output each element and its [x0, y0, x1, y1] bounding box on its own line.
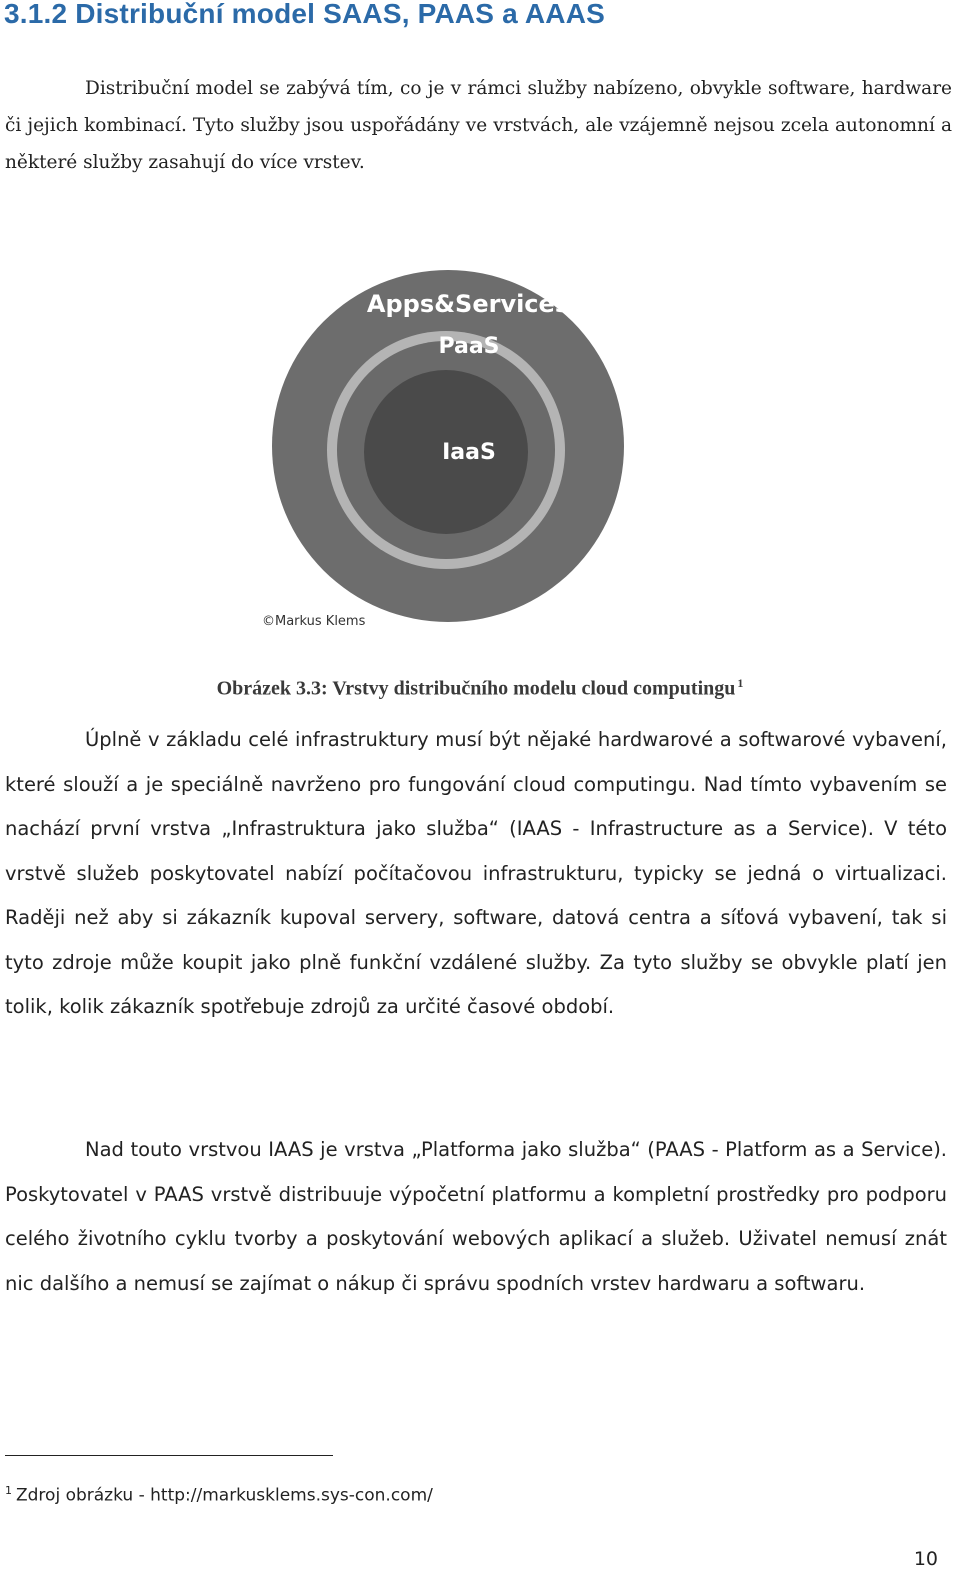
body-paragraph-iaas [5, 718, 947, 1030]
body-paragraph-paas-text: Nad touto vrstvou IAAS je vrstva „Platforma jako služba“ (PAAS - Platform as a Service). Poskytovatel v PAAS vrstvě distribuuje výpočetní platformu a kompletní prostředky pro podporu celého životního cyklu tvorby a poskytování webových aplikací a služeb. Uživatel nemusí znát nic dalšího a nemusí se zajímat o nákup či správu spodních vrstev hardwaru a softwaru. [5, 1138, 947, 1295]
layers-figure [250, 258, 660, 638]
intro-paragraph-text: Distribuční model se zabývá tím, co je v rámci služby nabízeno, obvykle software, hardware či jejich kombinací. Tyto služby jsou uspořádány ve vrstvách, ale vzájemně nejsou zcela autonomní a některé služby zasahují do více vrstev. [5, 78, 952, 173]
body-paragraph-iaas-text: Úplně v základu celé infrastruktury musí být nějaké hardwarové a softwarové vybavení, které slouží a je speciálně navrženo pro fungování cloud computingu. Nad tímto vybavením se nachází první vrstva „Infrastruktura jako služba“ (IAAS - Infrastructure as a Service). V této vrstvě služeb poskytovatel nabízí počítačovou infrastrukturu, typicky se jedná o virtualizaci. Raději než aby si zákazník kupoval servery, software, datová centra a síťová vybavení, tak si tyto zdroje může koupit jako plně funkční vzdálené služby. Za tyto služby se obvykle platí jen tolik, kolik zákazník spotřebuje zdrojů za určité časové období. [5, 728, 947, 1018]
apps-services-label: Apps&Services [366, 290, 570, 318]
page-number: 10 [913, 1548, 938, 1570]
footnote-number: 1 [5, 1484, 12, 1497]
caption-footnote-ref: 1 [737, 676, 744, 690]
caption-text: Obrázek 3.3: Vrstvy distribučního modelu cloud computingu [216, 677, 736, 700]
paas-label: PaaS [438, 334, 500, 359]
footnote [5, 1484, 433, 1506]
figure-credit: ©Markus Klems [262, 614, 366, 629]
figure-caption [0, 676, 960, 701]
body-paragraph-paas [5, 1128, 947, 1306]
concentric-layers-diagram [250, 258, 660, 638]
section-heading: 3.1.2 Distribuční model SAAS, PAAS a AAAS [4, 0, 605, 29]
intro-paragraph [5, 70, 952, 181]
footnote-divider [5, 1455, 333, 1456]
iaas-label: IaaS [442, 440, 496, 465]
footnote-text: Zdroj obrázku - http://markusklems.sys-con.com/ [16, 1485, 433, 1506]
